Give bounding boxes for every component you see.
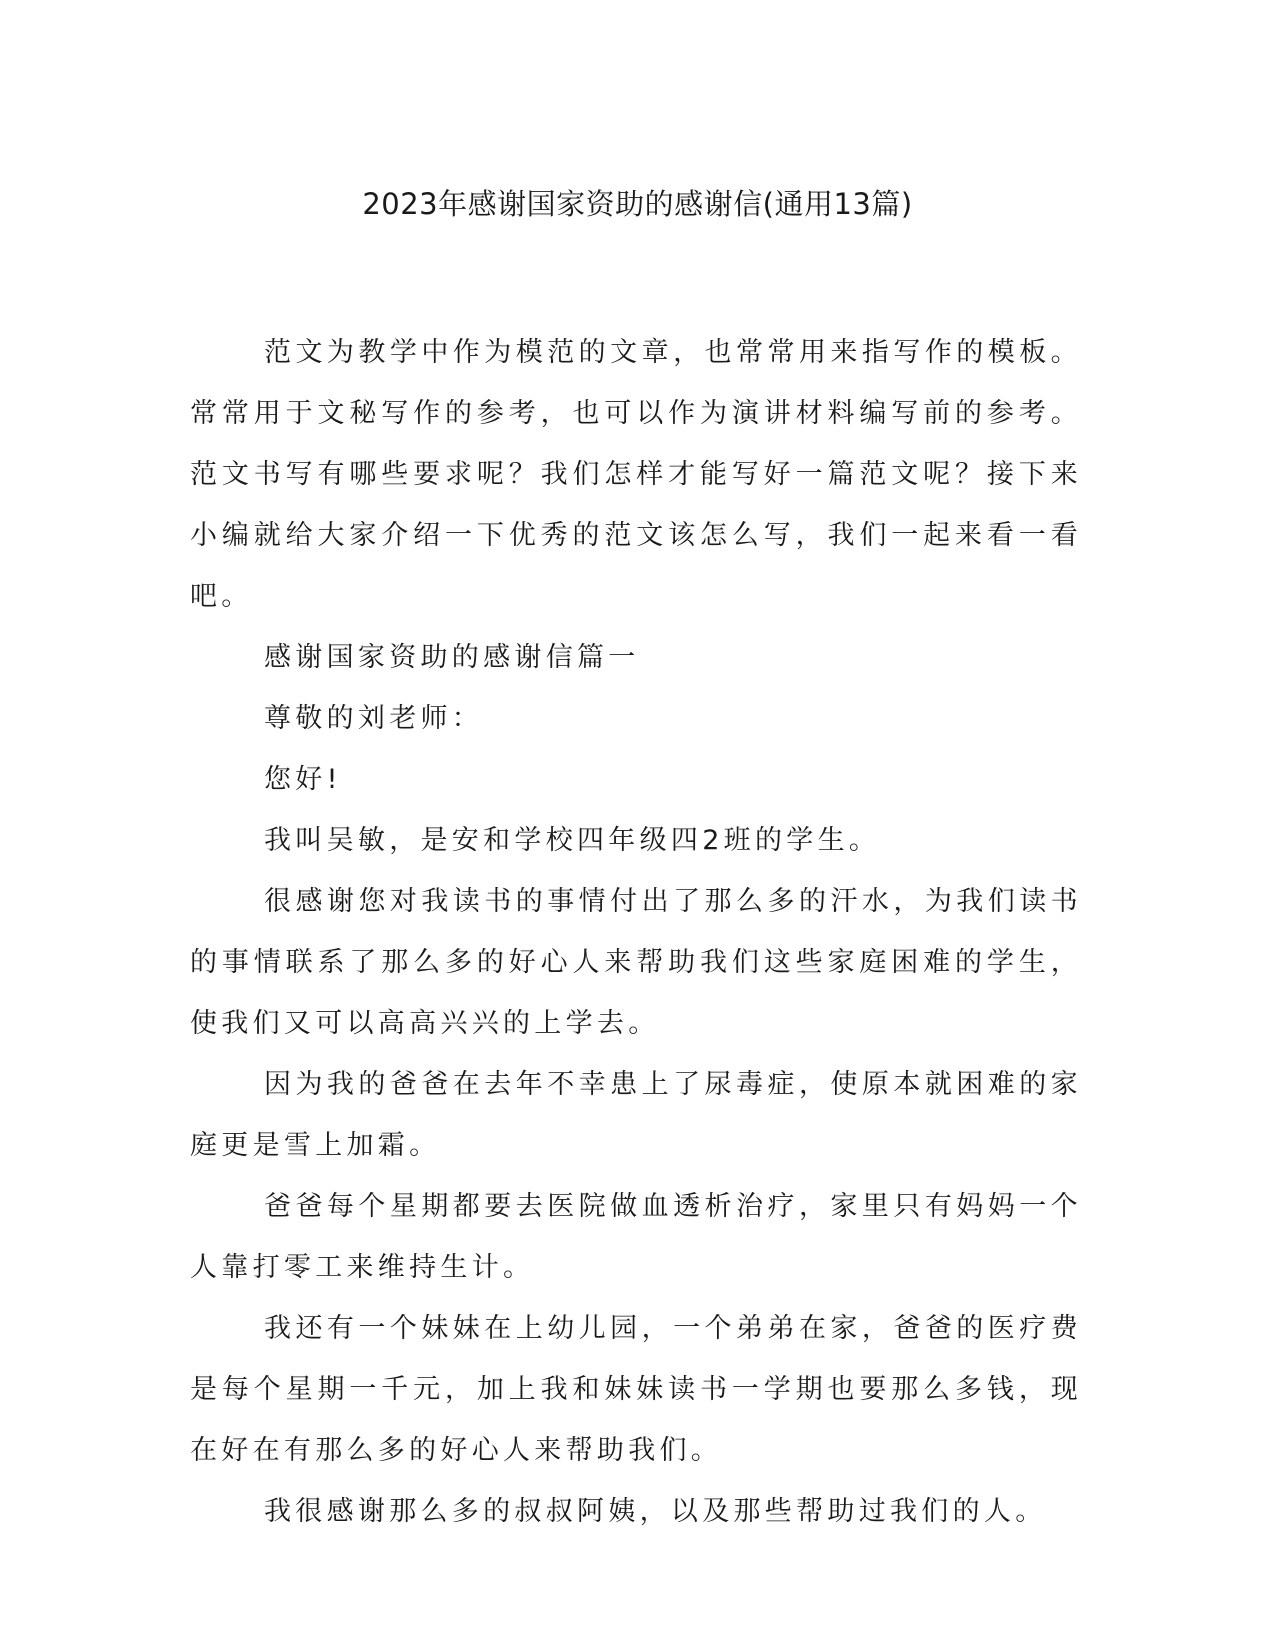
paragraph: 我还有一个妹妹在上幼儿园，一个弟弟在家，爸爸的医疗费是每个星期一千元，加上我和妹妹读书一学期也要那么多钱，现在好在有那么多的好心人来帮助我们。 xyxy=(190,1313,1082,1466)
paragraph: 我叫吴敏，是安和学校四年级四2班的学生。 xyxy=(264,825,881,856)
paragraph-intro: 范文为教学中作为模范的文章，也常常用来指写作的模板。常常用于文秘写作的参考，也可以作为演讲材料编写前的参考。范文书写有哪些要求呢？我们怎样才能写好一篇范文呢？接下来小编就给大家介绍一下优秀的范文该怎么写，我们一起来看一看吧。 xyxy=(190,337,1082,612)
paragraph: 因为我的爸爸在去年不幸患上了尿毒症，使原本就困难的家庭更是雪上加霜。 xyxy=(190,1069,1082,1161)
paragraph: 我很感谢那么多的叔叔阿姨，以及那些帮助过我们的人。 xyxy=(264,1496,1047,1527)
section-heading: 感谢国家资助的感谢信篇一 xyxy=(264,642,640,673)
salutation: 尊敬的刘老师： xyxy=(264,703,484,734)
document-title: 2023年感谢国家资助的感谢信(通用13篇) xyxy=(362,187,913,221)
document-body xyxy=(190,322,1082,1542)
paragraph: 爸爸每个星期都要去医院做血透析治疗，家里只有妈妈一个人靠打零工来维持生计。 xyxy=(190,1191,1082,1283)
paragraph: 很感谢您对我读书的事情付出了那么多的汗水，为我们读书的事情联系了那么多的好心人来帮助我们这些家庭困难的学生，使我们又可以高高兴兴的上学去。 xyxy=(190,886,1082,1039)
greeting: 您好! xyxy=(264,764,342,795)
